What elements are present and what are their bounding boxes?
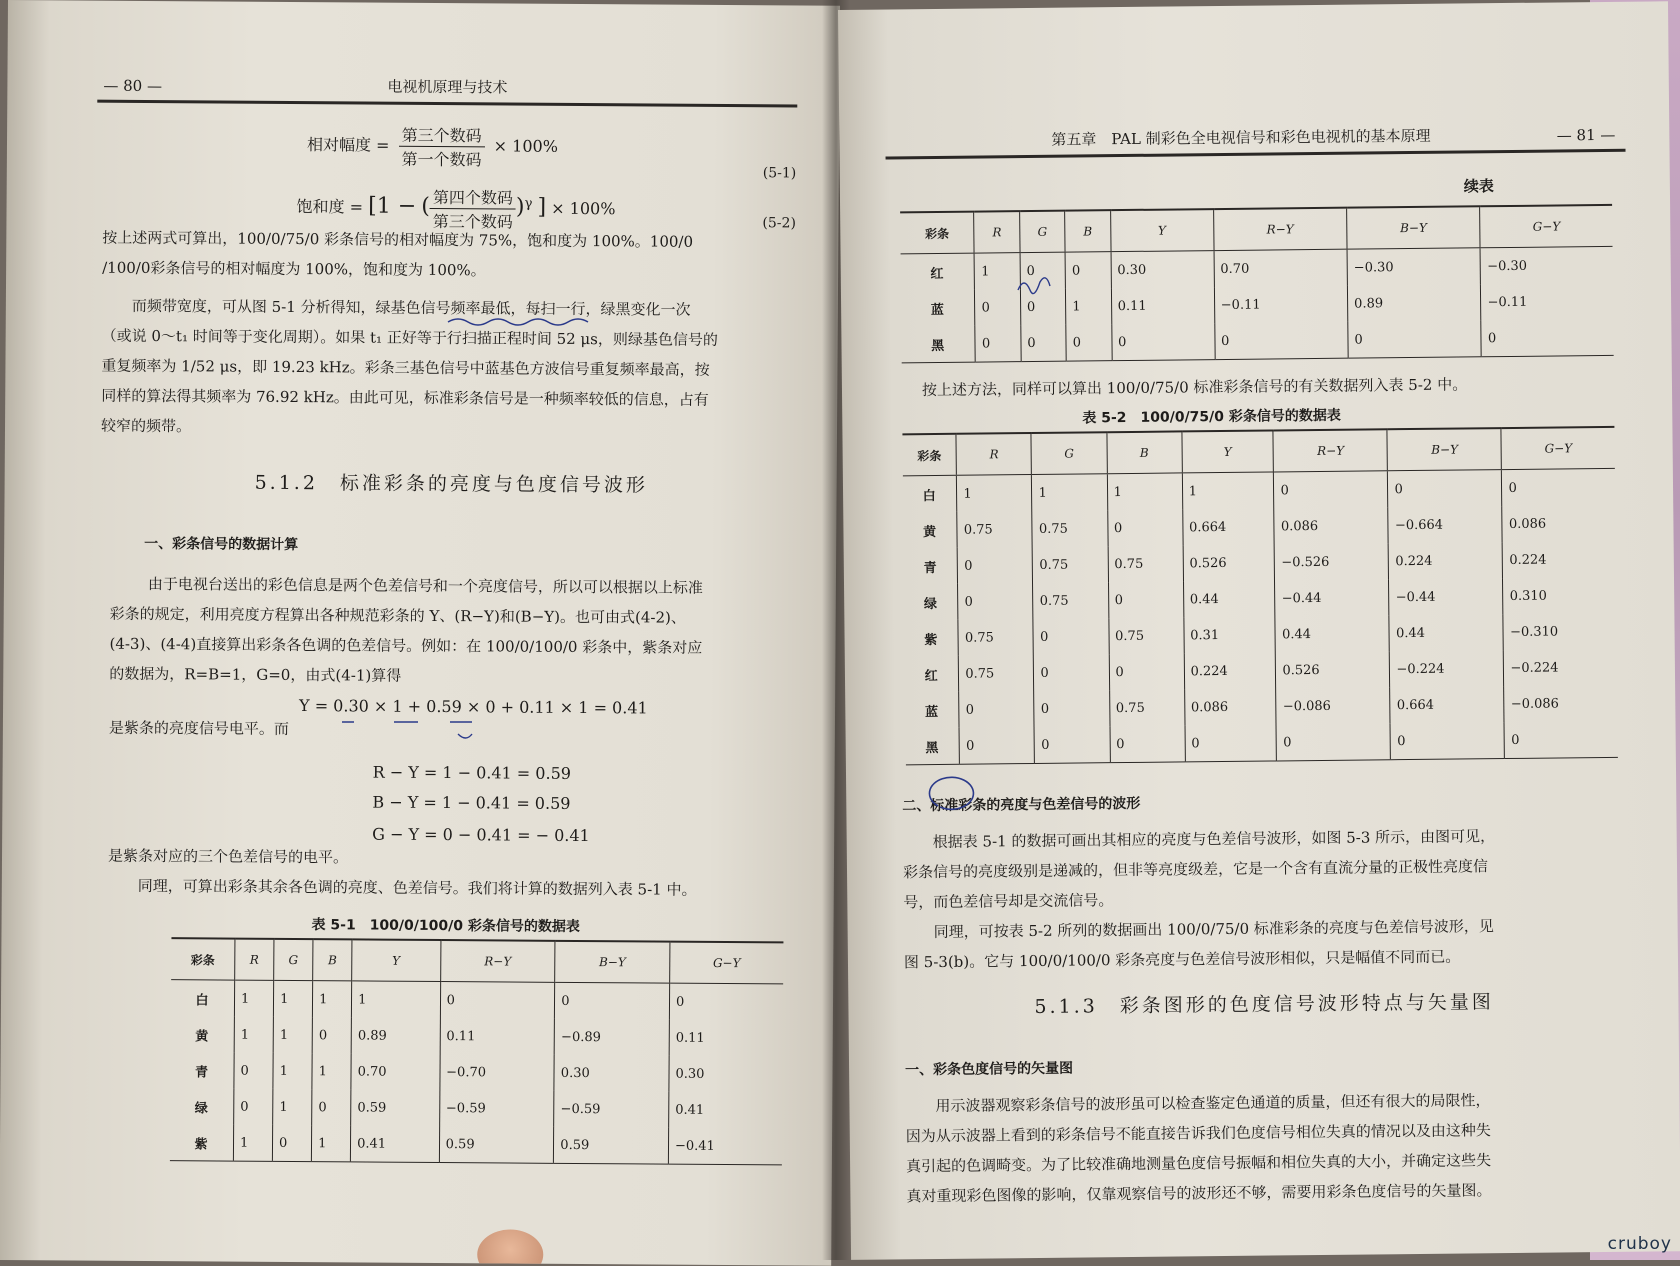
table-cell: 1 xyxy=(312,1053,351,1089)
table-5-1-continued xyxy=(900,204,1614,363)
table-header-cell: Y xyxy=(1110,209,1213,252)
table-cell: 1 xyxy=(273,1053,312,1089)
table-cell: 1 xyxy=(1032,474,1107,511)
table-cell: 1 xyxy=(957,474,1032,511)
table-cell: 黑 xyxy=(906,728,960,765)
table-cell: 0.224 xyxy=(1389,542,1503,579)
table-cell: 1 xyxy=(1066,288,1112,324)
table-cell: 0.526 xyxy=(1183,544,1275,581)
table-cell: 0 xyxy=(1065,252,1111,289)
table-header-cell: B xyxy=(1106,431,1182,473)
table-cell: 0 xyxy=(1348,320,1482,358)
table-cell: −0.70 xyxy=(440,1054,555,1091)
table-header-cell: G−Y xyxy=(670,942,784,984)
table-cell: 0.70 xyxy=(1214,249,1348,287)
equation-number-5-1: (5-1) xyxy=(762,165,797,182)
table-cell: 0 xyxy=(1034,726,1109,763)
table-header-cell: G xyxy=(1019,211,1065,253)
table-cell: −0.086 xyxy=(1276,687,1390,724)
table-cell: 0 xyxy=(1185,724,1277,761)
table-cell: 1 xyxy=(273,1017,312,1053)
table-cell: 0 xyxy=(1020,252,1066,289)
table-cell: 0.44 xyxy=(1389,614,1503,651)
right-page xyxy=(838,1,1680,1260)
table-cell: 0 xyxy=(312,1089,351,1125)
table-cell: −0.086 xyxy=(1504,685,1617,722)
table-cell: 0.75 xyxy=(1032,510,1107,547)
continued-table-label: 续表 xyxy=(1463,177,1494,196)
table-header-cell: G−Y xyxy=(1501,427,1614,470)
formula-saturation: 饱和度 = [1 − ( $\frac{\text{第四个数码}}{\text{第三个数码}}$ )$^\gamma$ ] × 100% xyxy=(296,184,615,233)
table-cell: 青 xyxy=(923,560,937,576)
table-cell: 0 xyxy=(234,1089,273,1125)
table-cell: 0.224 xyxy=(1503,541,1616,578)
table-cell: 0.75 xyxy=(1033,582,1108,619)
table-cell: 1 xyxy=(351,981,440,1018)
table-row xyxy=(171,980,783,1021)
table-cell: 0 xyxy=(1390,722,1504,760)
formula-relative-amplitude: 相对幅度 = $\frac{\text{第三个数码}}{\text{第一个数码}}$ × 100% xyxy=(307,122,558,171)
table-cell: 0.75 xyxy=(957,511,1032,548)
table-cell: 0.30 xyxy=(669,1056,783,1093)
table-cell: −0.224 xyxy=(1504,649,1617,686)
table-row xyxy=(170,1052,782,1092)
table-cell: −0.44 xyxy=(1275,579,1389,616)
table-header-cell: R−Y xyxy=(1213,208,1347,251)
table-cell: −0.11 xyxy=(1214,286,1348,323)
table-cell: 0 xyxy=(959,691,1034,728)
table-cell: 0.11 xyxy=(669,1020,783,1057)
table-cell: 1 xyxy=(233,1125,272,1162)
left-page-header xyxy=(97,73,797,104)
equation-b-minus-y: B − Y = 1 − 0.41 = 0.59 xyxy=(372,792,571,813)
left-subheading-1: 一、彩条信号的数据计算 xyxy=(144,535,299,554)
table-cell: 蓝 xyxy=(930,302,944,318)
table-cell: 1 xyxy=(311,1125,350,1162)
right-page-header xyxy=(885,122,1625,156)
table-cell: 0 xyxy=(1388,470,1502,508)
table-cell: 0 xyxy=(1214,322,1348,360)
table-cell: −0.11 xyxy=(1481,283,1613,320)
table-cell: 黄 xyxy=(923,524,937,540)
table-cell: −0.44 xyxy=(1389,578,1503,615)
table-cell: 0 xyxy=(440,982,555,1019)
table-row xyxy=(906,721,1618,765)
table-header-cell: R−Y xyxy=(1273,429,1387,472)
table-cell: 0 xyxy=(669,983,783,1020)
table-header-cell: G−Y xyxy=(1480,205,1612,248)
table-cell: −0.310 xyxy=(1503,613,1616,650)
table-cell: 0.30 xyxy=(554,1055,669,1092)
table-header-cell: 彩条 xyxy=(902,434,956,476)
table-cell: 0.44 xyxy=(1275,615,1389,652)
left-running-title: 电视机原理与技术 xyxy=(387,77,508,97)
table-cell: 0 xyxy=(1111,323,1214,361)
table-cell: 0 xyxy=(1108,581,1183,618)
table-cell: 0 xyxy=(1502,468,1615,506)
table-cell: −0.59 xyxy=(439,1090,554,1127)
table-cell: 0 xyxy=(1034,654,1109,691)
table-cell: 0.224 xyxy=(1184,652,1276,689)
table-cell: 0.41 xyxy=(350,1125,439,1162)
table-cell: 0.11 xyxy=(440,1018,555,1055)
table-cell: 0 xyxy=(1033,618,1108,655)
table-cell: 0 xyxy=(1110,725,1185,762)
header-rule xyxy=(97,100,797,108)
table-cell: −0.526 xyxy=(1275,543,1389,580)
table-cell: 0.41 xyxy=(669,1092,783,1129)
table-cell: 0 xyxy=(958,583,1033,620)
table-cell: 0 xyxy=(312,1017,351,1053)
table-cell: 黄 xyxy=(195,1028,209,1044)
table-cell: 紫 xyxy=(170,1124,234,1161)
table-5-2 xyxy=(902,426,1617,765)
table-header-cell: Y xyxy=(352,939,441,981)
table-5-1-caption: 表 5-1 100/0/100/0 彩条信号的数据表 xyxy=(311,917,580,936)
table-header-cell: R xyxy=(974,211,1020,253)
table-cell: 青 xyxy=(194,1064,209,1080)
table-header-cell: G xyxy=(1031,432,1107,474)
table-cell: 绿 xyxy=(194,1100,208,1116)
table-cell: 0 xyxy=(1274,471,1388,509)
section-heading-5-1-2: 5.1.2 标准彩条的亮度与色度信号波形 xyxy=(254,471,649,497)
table-cell: 0.086 xyxy=(1502,505,1615,542)
watermark: cruboy xyxy=(1607,1234,1672,1254)
left-paragraph-1: 按上述两式可算出，100/0/75/0 彩条信号的相对幅度为 75%，饱和度为 100%。100/0 /100/0彩条信号的相对幅度为 100%，饱和度为 100%。 xyxy=(102,228,694,280)
table-header-cell: 彩条 xyxy=(900,212,974,254)
table-cell: 0.75 xyxy=(959,655,1034,692)
equation-luminance: Y = 0.30 × 1 + 0.59 × 0 + 0.11 × 1 = 0.41 xyxy=(299,696,648,718)
table-header-cell: B xyxy=(313,939,352,981)
table-cell: 白 xyxy=(922,488,936,504)
table-cell: 0.086 xyxy=(1184,688,1276,725)
right-paragraph-3: 同理，可按表 5-2 所列的数据画出 100/0/75/0 标准彩条的亮度与色差信号波形，见 图 5-3(b)。它与 100/0/100/0 彩条亮度与色差信号波形相似，只是幅值不同而已。 xyxy=(903,917,1494,972)
right-paragraph-1: 按上述方法，同样可以算出 100/0/75/0 标准彩条信号的有关数据列入表 5-2 中。 xyxy=(921,375,1468,400)
left-paragraph-5: 是紫条对应的三个色差信号的电平。 xyxy=(107,846,349,867)
table-cell: 黑 xyxy=(901,326,975,363)
table-cell: 0 xyxy=(234,1053,273,1089)
table-cell: 0.89 xyxy=(351,1017,440,1054)
table-header-cell: R−Y xyxy=(440,940,555,982)
table-5-1 xyxy=(170,937,784,1165)
table-row xyxy=(170,1124,782,1165)
right-page-number: — 81 — xyxy=(1556,125,1616,145)
table-cell: 0 xyxy=(975,325,1021,362)
table-cell: 0 xyxy=(1276,723,1390,761)
table-cell: 0.75 xyxy=(1108,617,1183,654)
table-cell: 1 xyxy=(273,980,312,1017)
equation-r-minus-y: R − Y = 1 − 0.41 = 0.59 xyxy=(372,762,572,783)
left-page-number: — 80 — xyxy=(103,76,163,96)
table-cell: 0.59 xyxy=(554,1127,669,1164)
left-paragraph-3: 由于电视台送出的彩色信息是两个色差信号和一个亮度信号，所以可以根据以上标准 彩条的规定，利用亮度方程算出各种规范彩条的 Y、(R−Y)和(B−Y)。也可由式(4-2)、 (4-3)、(4-4)直接算出彩条各色调的色差信号。例如：在 100/0/100/0 彩条中，紫条对应 的数据为，R=B=1，G=0，由式(4-1)算得 xyxy=(109,574,703,685)
table-cell: −0.41 xyxy=(668,1128,782,1165)
table-header-cell: R xyxy=(235,939,274,981)
table-header-cell: B−Y xyxy=(1387,428,1501,471)
table-header-cell: B−Y xyxy=(1347,206,1481,249)
table-cell: 0 xyxy=(959,727,1034,764)
left-paragraph-4: 是紫条的亮度信号电平。而 xyxy=(108,718,289,738)
table-cell: 0 xyxy=(272,1125,311,1162)
table-cell: 0 xyxy=(958,547,1033,584)
table-cell: 0 xyxy=(1109,653,1184,690)
right-paragraph-2: 根据表 5-1 的数据可画出其相应的亮度与色差信号波形，如图 5-3 所示，由图可见， 彩条信号的亮度级别是递减的，但非等亮度级差，它是一个含有直流分量的正极性亮度信 号，而色差信号却是交流信号。 xyxy=(902,827,1496,912)
left-paragraph-6: 同理，可算出彩条其余各色调的亮度、色差信号。我们将计算的数据列入表 5-1 中。 xyxy=(137,876,697,899)
table-cell: 1 xyxy=(1182,472,1274,509)
table-cell: 绿 xyxy=(923,596,937,612)
table-cell: 0 xyxy=(975,289,1021,325)
table-5-2-caption: 表 5-2 100/0/75/0 彩条信号的数据表 xyxy=(1082,407,1341,427)
table-cell: −0.30 xyxy=(1480,246,1612,284)
table-cell: 1 xyxy=(1107,473,1182,510)
table-cell: 0.664 xyxy=(1390,686,1504,723)
table-header-cell: 彩条 xyxy=(171,938,235,980)
table-header-cell: B xyxy=(1065,210,1111,252)
right-subheading-1: 一、彩条色度信号的矢量图 xyxy=(905,1060,1074,1079)
table-cell: 0.75 xyxy=(1108,545,1183,582)
table-cell: −0.224 xyxy=(1390,650,1504,687)
right-subheading-2: 二、标准彩条的亮度与色差信号的波形 xyxy=(902,795,1141,815)
table-cell: 0.75 xyxy=(1033,546,1108,583)
table-row xyxy=(901,319,1613,363)
table-cell: 0.30 xyxy=(1111,251,1214,289)
thumb xyxy=(477,1229,543,1265)
table-cell: 0.59 xyxy=(351,1089,440,1126)
table-cell: 0.59 xyxy=(439,1126,554,1163)
table-cell: 0.44 xyxy=(1183,580,1275,617)
left-paragraph-2: 而频带宽度，可从图 5-1 分析得知，绿基色信号频率最低，每扫一行，绿黑变化一次 （或说 0～t₁ 时间等于变化周期）。如果 t₁ 正好等于行扫描正程时间 52 μs，则绿基色信号的 重复频率为 1/52 μs，即 19.23 kHz。彩条三基色信号中蓝基色方波信号重复频率最高，按 同样的算法得其频率为 76.92 kHz。由此可见，标准彩条信号是一种频率较低的信息，占有 较窄的频带。 xyxy=(100,296,718,436)
table-cell: 紫 xyxy=(924,632,938,648)
table-row xyxy=(170,1088,782,1128)
table-header-cell: G xyxy=(274,939,313,981)
table-cell: 0.70 xyxy=(351,1053,440,1090)
table-header-cell: Y xyxy=(1182,430,1274,472)
table-cell: 1 xyxy=(312,981,351,1018)
table-cell: 0.664 xyxy=(1182,508,1274,545)
table-cell: 0.75 xyxy=(958,619,1033,656)
section-heading-5-1-3: 5.1.3 彩条图形的色度信号波形特点与矢量图 xyxy=(1034,991,1494,1018)
table-header-cell: R xyxy=(956,433,1032,475)
table-cell: 0 xyxy=(1021,325,1067,362)
table-cell: 白 xyxy=(195,992,209,1008)
table-cell: 红 xyxy=(930,266,944,282)
table-cell: −0.30 xyxy=(1347,248,1481,286)
table-cell: 1 xyxy=(273,1089,312,1125)
table-cell: 蓝 xyxy=(924,704,939,720)
table-cell: 0.75 xyxy=(1109,689,1184,726)
table-cell: 0.310 xyxy=(1503,577,1616,614)
right-running-title: 第五章 PAL 制彩色全电视信号和彩色电视机的基本原理 xyxy=(1051,126,1431,149)
table-cell: −0.89 xyxy=(554,1019,669,1056)
table-cell: 0.526 xyxy=(1276,651,1390,688)
table-cell: 0.31 xyxy=(1183,616,1275,653)
table-cell: 0 xyxy=(1034,690,1109,727)
table-cell: 0 xyxy=(1504,721,1617,759)
header-rule xyxy=(886,149,1626,160)
table-cell: 1 xyxy=(234,1017,273,1053)
table-cell: 0 xyxy=(1020,289,1066,325)
table-cell: 0.89 xyxy=(1347,284,1481,321)
table-cell: −0.59 xyxy=(554,1091,669,1128)
table-cell: 0.11 xyxy=(1111,287,1214,324)
table-row xyxy=(171,1016,783,1056)
table-cell: 0 xyxy=(1481,319,1613,357)
table-cell: 0.086 xyxy=(1274,507,1388,544)
right-paragraph-4: 用示波器观察彩条信号的波形虽可以检查鉴定色通道的质量，但还有很大的局限性， 因为从示波器上看到的彩条信号不能直接告诉我们色度信号相位失真的情况以及由这种失 真引起的色调畸变。为了比较准确地测量色度信号振幅和相位失真的大小，并确定这些失 真对重现彩色图像的影响，仅靠观察信号的波形还不够，需要用彩条色度信号的矢量图。 xyxy=(905,1091,1492,1206)
table-cell: 红 xyxy=(924,668,938,684)
table-cell: 1 xyxy=(974,253,1020,290)
table-cell: 0 xyxy=(1107,509,1182,546)
table-cell: −0.664 xyxy=(1388,506,1502,543)
equation-number-5-2: (5-2) xyxy=(762,215,796,232)
table-cell: 0 xyxy=(555,982,670,1019)
table-cell: 1 xyxy=(234,980,273,1017)
equation-g-minus-y: G − Y = 0 − 0.41 = − 0.41 xyxy=(372,824,590,846)
table-cell: 0 xyxy=(1066,324,1112,361)
table-header-cell: B−Y xyxy=(555,941,670,983)
